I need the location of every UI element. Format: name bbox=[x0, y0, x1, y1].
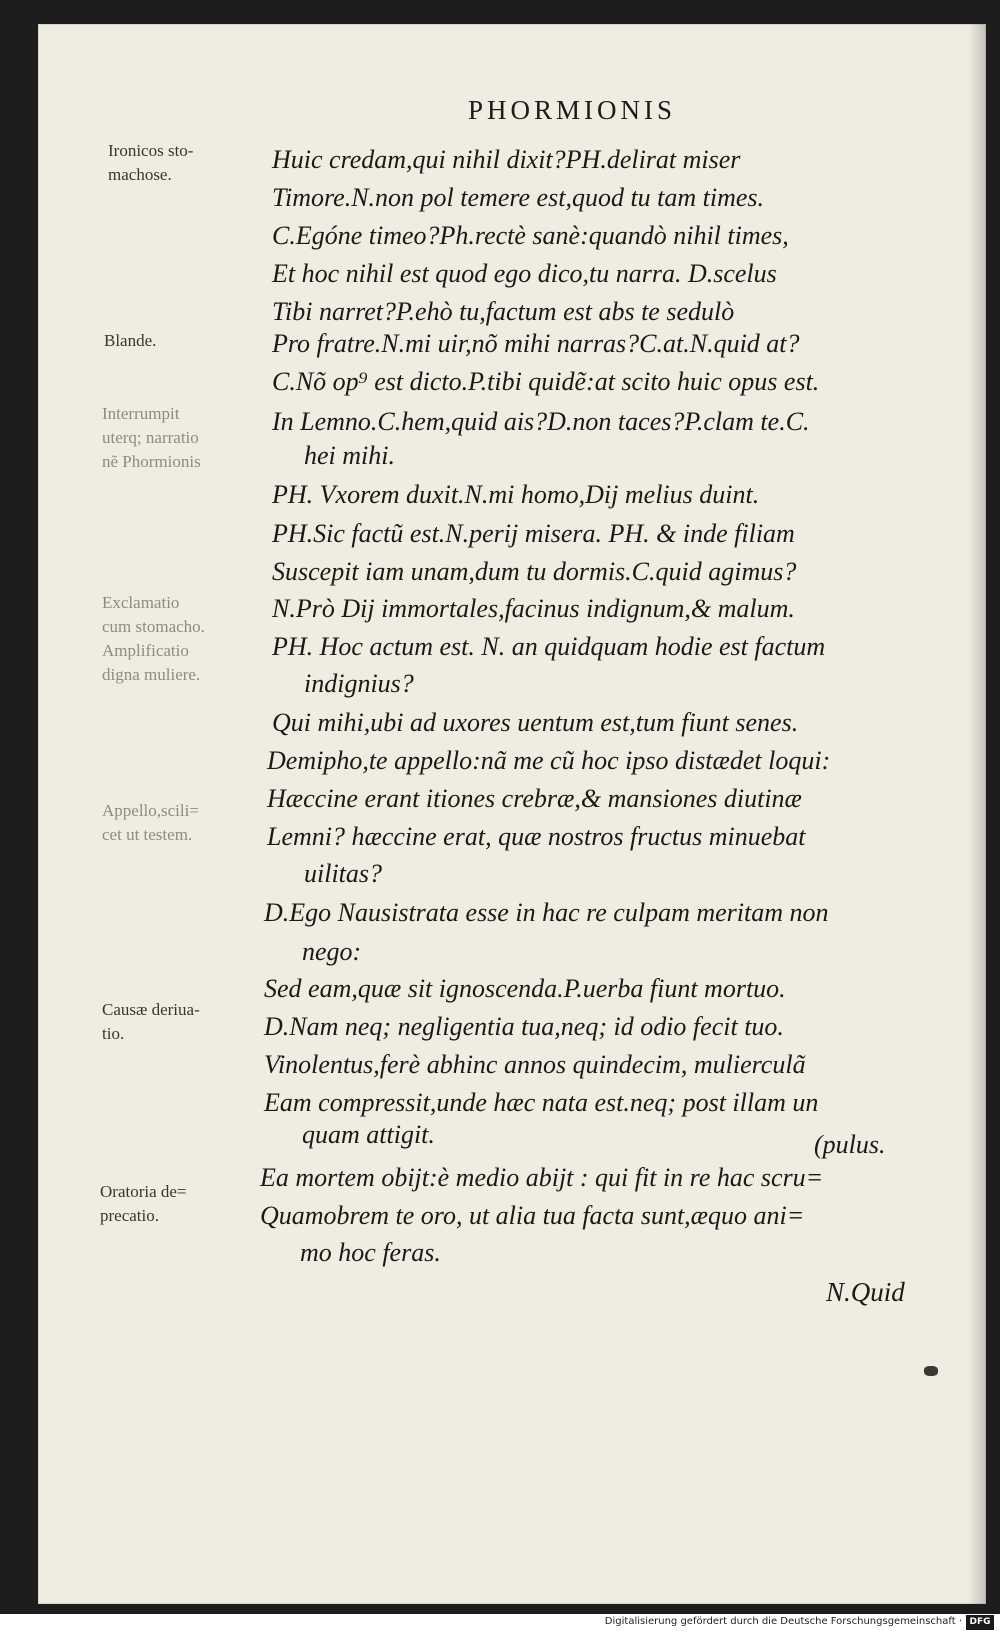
text-line: Et hoc nihil est quod ego dico,tu narra. D.scelus bbox=[272, 259, 777, 288]
funding-credit: Digitalisierung gefördert durch die Deutsche Forschungsgemeinschaft · bbox=[604, 1616, 962, 1627]
text-line: PH. Vxorem duxit.N.mi homo,Dij melius duint. bbox=[272, 480, 760, 509]
text-line: Huic credam,qui nihil dixit?PH.delirat miser bbox=[272, 145, 741, 174]
text-line: Timore.N.non pol temere est,quod tu tam times. bbox=[272, 183, 765, 212]
text-line: indignius? bbox=[304, 669, 414, 698]
book-page bbox=[38, 24, 986, 1604]
text-line: Eam compressit,unde hæc nata est.neq; post illam un bbox=[264, 1088, 819, 1117]
marginal-note: Appello,scili= cet ut testem. bbox=[102, 801, 199, 844]
text-line: (pulus. bbox=[814, 1130, 886, 1159]
page-edge-shadow bbox=[968, 24, 986, 1604]
marginal-note: Ironicos sto- machose. bbox=[108, 141, 194, 184]
text-line: PH. Hoc actum est. N. an quidquam hodie est factum bbox=[272, 632, 826, 661]
text-line: nego: bbox=[302, 937, 362, 966]
text-line: C.Nõ op⁹ est dicto.P.tibi quidẽ:at scito huic opus est. bbox=[272, 367, 820, 396]
marginal-note: Causæ deriua- tio. bbox=[102, 1000, 200, 1043]
marginal-note: Interrumpit uterq; narratio nẽ Phormionis bbox=[102, 404, 201, 471]
text-line: Quamobrem te oro, ut alia tua facta sunt,æquo ani= bbox=[260, 1201, 805, 1230]
text-line: Qui mihi,ubi ad uxores uentum est,tum fiunt senes. bbox=[272, 708, 799, 737]
text-line: Demipho,te appello:nã me cũ hoc ipso distædet loqui: bbox=[267, 746, 831, 775]
text-line: hei mihi. bbox=[304, 441, 395, 470]
marginal-note: Exclamatio cum stomacho. Amplificatio digna muliere. bbox=[102, 593, 205, 684]
ink-mark bbox=[924, 1366, 938, 1376]
dfg-logo: DFG bbox=[966, 1615, 994, 1630]
text-line: D.Nam neq; negligentia tua,neq; id odio fecit tuo. bbox=[264, 1012, 784, 1041]
text-line: Ea mortem obijt:è medio abijt : qui fit in re hac scru= bbox=[260, 1163, 824, 1192]
marginal-note: Blande. bbox=[104, 331, 157, 350]
text-line: In Lemno.C.hem,quid ais?D.non taces?P.clam te.C. bbox=[272, 407, 810, 436]
text-line: Hæccine erant itiones crebræ,& mansiones diutinæ bbox=[267, 784, 802, 813]
text-line: D.Ego Nausistrata esse in hac re culpam meritam non bbox=[264, 898, 829, 927]
running-head: PHORMIONIS bbox=[468, 95, 677, 125]
text-line: mo hoc feras. bbox=[300, 1238, 441, 1267]
text-line: Vinolentus,ferè abhinc annos quindecim, mulierculã bbox=[264, 1050, 806, 1079]
text-line: Pro fratre.N.mi uir,nõ mihi narras?C.at.N.quid at? bbox=[272, 329, 800, 358]
text-line: Lemni? hæccine erat, quæ nostros fructus minuebat bbox=[267, 822, 806, 851]
catchword: N.Quid bbox=[826, 1277, 905, 1307]
marginal-note: Oratoria de= precatio. bbox=[100, 1182, 187, 1225]
text-line: PH.Sic factũ est.N.perij misera. PH. & inde filiam bbox=[272, 519, 795, 548]
text-line: Suscepit iam unam,dum tu dormis.C.quid agimus? bbox=[272, 557, 797, 586]
text-line: Sed eam,quæ sit ignoscenda.P.uerba fiunt mortuo. bbox=[264, 974, 786, 1003]
text-line: Tibi narret?P.ehò tu,factum est abs te sedulò bbox=[272, 297, 735, 326]
footer-bar bbox=[0, 1614, 1000, 1632]
text-line: C.Egóne timeo?Ph.rectè sanè:quandò nihil times, bbox=[272, 221, 789, 250]
text-line: N.Prò Dij immortales,facinus indignum,& malum. bbox=[272, 594, 795, 623]
text-line: quam attigit. bbox=[302, 1120, 435, 1149]
text-line: uilitas? bbox=[304, 859, 383, 888]
